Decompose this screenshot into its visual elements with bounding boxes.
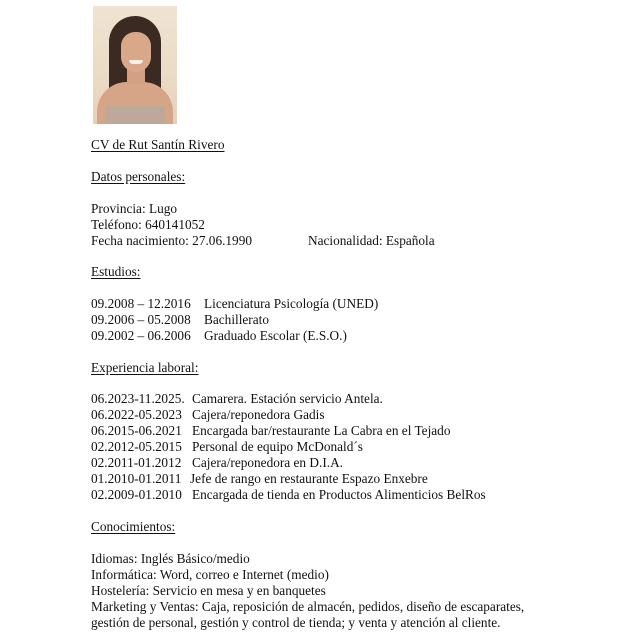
- conocimientos-item-4: gestión de personal, gestión y control de tienda; y venta y atención al cliente.: [91, 615, 501, 630]
- estudios-desc-0: Licenciatura Psicología (UNED): [204, 296, 379, 311]
- photo-face: [121, 32, 151, 72]
- personal-nacionalidad: Nacionalidad: Española: [308, 233, 435, 248]
- experiencia-dates-0: 06.2023-11.2025.: [91, 391, 185, 406]
- experiencia-desc-6: Encargada de tienda en Productos Alimenticios BelRos: [192, 487, 486, 502]
- experiencia-desc-0: Camarera. Estación servicio Antela.: [192, 391, 383, 406]
- experiencia-dates-2: 06.2015-06.2021: [91, 423, 182, 438]
- experiencia-dates-1: 06.2022-05.2023: [91, 407, 182, 422]
- experiencia-desc-4: Cajera/reponedora en D.I.A.: [192, 455, 343, 470]
- experiencia-dates-5: 01.2010-01.2011: [91, 471, 182, 486]
- profile-photo: [93, 6, 177, 124]
- section-heading-experiencia: Experiencia laboral:: [91, 360, 199, 375]
- personal-provincia: Provincia: Lugo: [91, 201, 178, 216]
- estudios-desc-2: Graduado Escolar (E.S.O.): [204, 328, 347, 343]
- experiencia-desc-3: Personal de equipo McDonald´s: [192, 439, 363, 454]
- section-heading-conocimientos: Conocimientos:: [91, 519, 176, 534]
- section-heading-estudios: Estudios:: [91, 264, 141, 279]
- conocimientos-item-1: Informática: Word, correo e Internet (medio): [91, 567, 329, 582]
- section-heading-personal: Datos personales:: [91, 169, 186, 184]
- photo-clothing: [105, 106, 165, 124]
- estudios-dates-1: 09.2006 – 05.2008: [91, 312, 191, 327]
- personal-fecha-nacimiento: Fecha nacimiento: 27.06.1990: [91, 233, 253, 248]
- cv-title: CV de Rut Santín Rivero: [91, 137, 225, 152]
- conocimientos-item-0: Idiomas: Inglés Básico/medio: [91, 551, 250, 566]
- conocimientos-item-2: Hostelería: Servicio en mesa y en banquetes: [91, 583, 326, 598]
- conocimientos-item-3: Marketing y Ventas: Caja, reposición de almacén, pedidos, diseño de escaparates,: [91, 599, 525, 614]
- estudios-dates-2: 09.2002 – 06.2006: [91, 328, 191, 343]
- experiencia-dates-6: 02.2009-01.2010: [91, 487, 182, 502]
- personal-telefono: Teléfono: 640141052: [91, 217, 205, 232]
- experiencia-desc-1: Cajera/reponedora Gadis: [192, 407, 325, 422]
- estudios-dates-0: 09.2008 – 12.2016: [91, 296, 191, 311]
- experiencia-dates-3: 02.2012-05.2015: [91, 439, 182, 454]
- photo-smile: [129, 60, 143, 64]
- experiencia-dates-4: 02.2011-01.2012: [91, 455, 182, 470]
- experiencia-desc-2: Encargada bar/restaurante La Cabra en el Tejado: [192, 423, 451, 438]
- experiencia-desc-5: Jefe de rango en restaurante Espazo Enxebre: [190, 471, 428, 486]
- estudios-desc-1: Bachillerato: [204, 312, 269, 327]
